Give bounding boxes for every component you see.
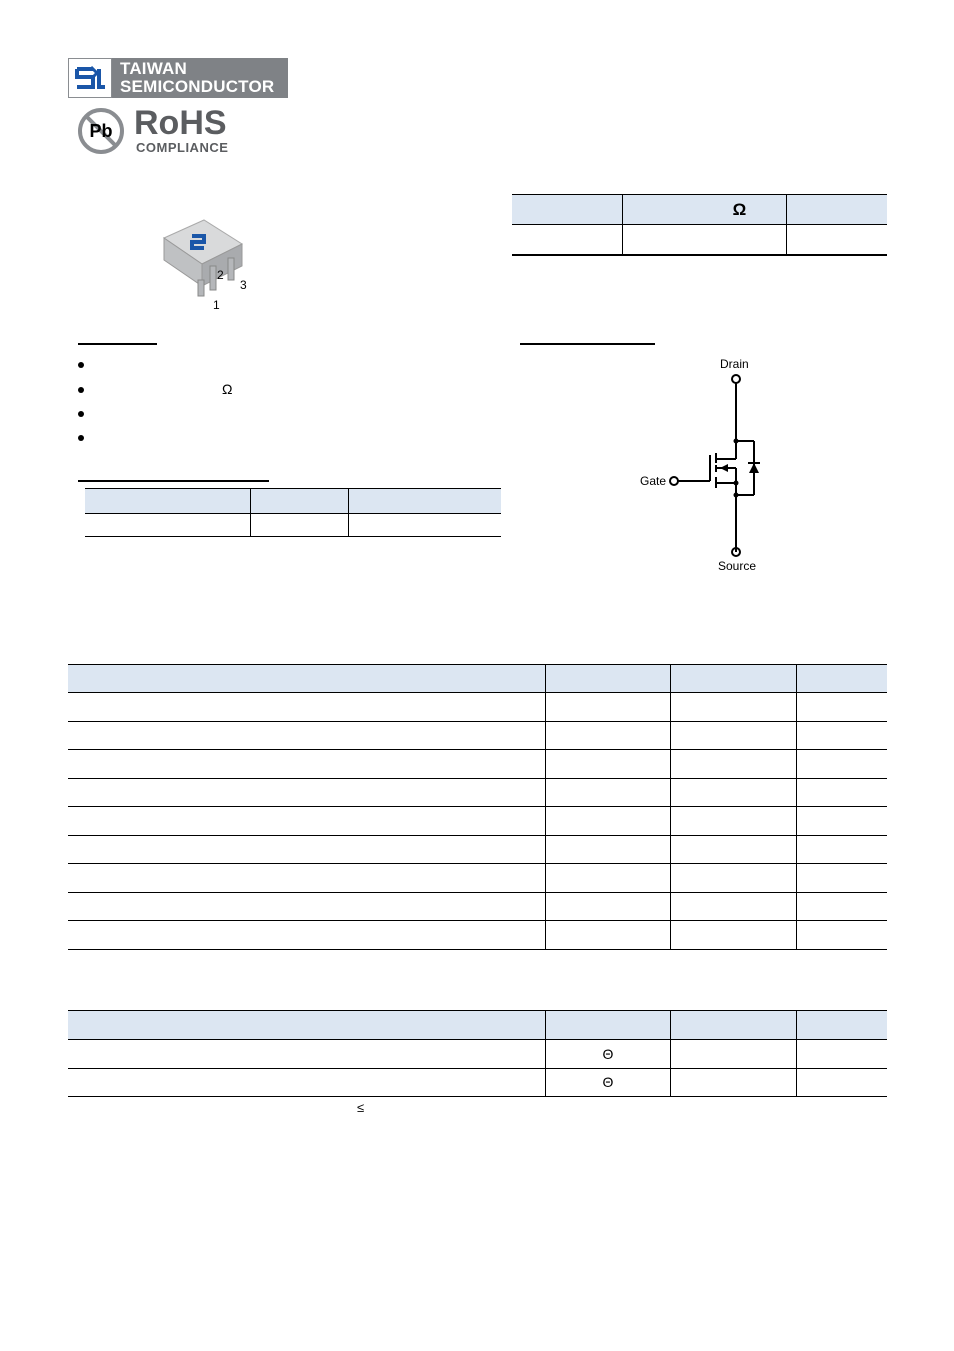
- gate-label: Gate: [640, 474, 667, 488]
- mosfet-schematic-icon: [630, 355, 770, 575]
- table-header-row: [68, 665, 887, 693]
- feature-bullet: [78, 362, 84, 368]
- footnote-symbol: ≤: [357, 1100, 365, 1115]
- table-row: [68, 1040, 887, 1069]
- dpak-package-icon: [158, 214, 250, 312]
- ordering-table: [85, 488, 501, 537]
- table-row: [68, 892, 887, 921]
- drain-label: Drain: [720, 357, 749, 371]
- pin-2-label: 2: [217, 268, 224, 282]
- table-row: [68, 1068, 887, 1097]
- package-image: [158, 214, 250, 312]
- feature-omega-symbol: Ω: [222, 381, 233, 397]
- diagram-heading-underline: [520, 343, 655, 345]
- table-row: [68, 750, 887, 779]
- table-row: [68, 778, 887, 807]
- table-header-row: [512, 195, 887, 225]
- rohs-badge: [76, 106, 246, 156]
- table-row: [68, 693, 887, 722]
- no-lead-icon: [76, 106, 126, 156]
- table-row: [68, 807, 887, 836]
- theta-symbol: Θ: [546, 1040, 671, 1069]
- feature-bullet: [78, 387, 84, 393]
- product-summary-table: [512, 194, 887, 256]
- table-row: [85, 514, 501, 537]
- table-header-row: [85, 489, 501, 514]
- features-heading-underline: [78, 343, 157, 345]
- rohs-subtitle: COMPLIANCE: [136, 140, 229, 155]
- ordering-heading-underline: [78, 480, 269, 482]
- table-row: [512, 225, 887, 256]
- theta-symbol: Θ: [546, 1068, 671, 1097]
- company-name-line2: SEMICONDUCTOR: [120, 77, 275, 96]
- feature-bullet: [78, 435, 84, 441]
- rohs-title: RoHS: [134, 104, 227, 142]
- pin-3-label: 3: [240, 278, 247, 292]
- pin-1-label: 1: [213, 298, 220, 312]
- table-row: [68, 864, 887, 893]
- ts-logo-icon: [68, 58, 112, 98]
- omega-symbol: Ω: [732, 199, 747, 219]
- mosfet-symbol-diagram: [630, 355, 770, 575]
- pb-label: Pb: [89, 121, 113, 141]
- table-row: [68, 835, 887, 864]
- thermal-performance-table: [68, 1010, 887, 1097]
- table-header-row: [68, 1011, 887, 1040]
- feature-bullet: [78, 411, 84, 417]
- company-name: [112, 58, 288, 98]
- absolute-max-ratings-table: [68, 664, 887, 950]
- source-label: Source: [718, 559, 757, 573]
- company-logo: [68, 58, 288, 98]
- table-row: [68, 721, 887, 750]
- company-name-line1: TAIWAN: [120, 59, 187, 78]
- table-row: [68, 921, 887, 950]
